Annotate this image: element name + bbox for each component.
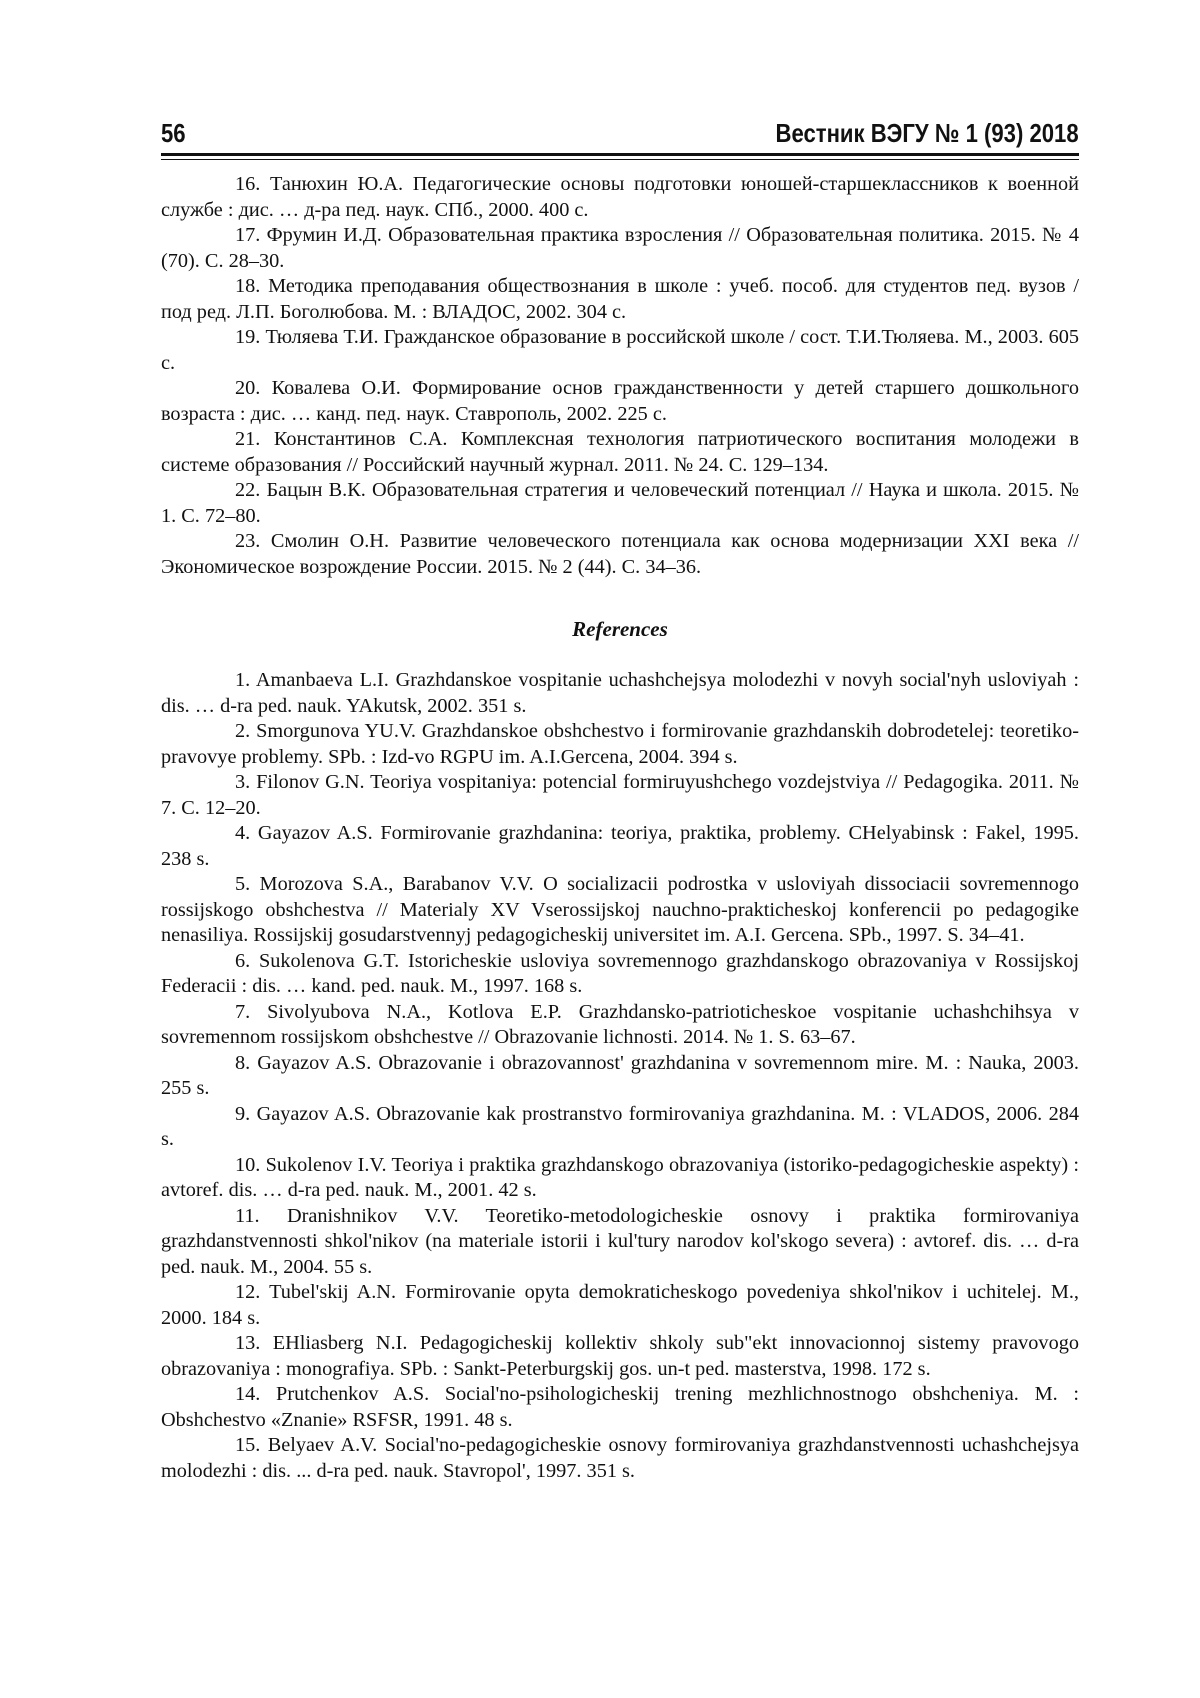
header-rule-thin — [161, 159, 1079, 160]
references-heading: References — [572, 617, 668, 641]
reference-item: 4. Gayazov A.S. Formirovanie grazhdanina: teoriya, praktika, problemy. CHelyabinsk : Fakel, 1995. 238 s. — [161, 822, 1079, 870]
reference-item: 14. Prutchenkov A.S. Social'no-psihologicheskij trening mezhlichnostnogo obshcheniya. M. : Obshchestvo «Znanie» RSFSR, 1991. 48 s. — [161, 1383, 1079, 1431]
header-rule-thick — [161, 153, 1079, 156]
references-content — [161, 172, 1079, 1484]
reference-item: 1. Amanbaeva L.I. Grazhdanskoe vospitanie uchashchejsya molodezhi v novyh social'nyh usloviyah : dis. … d-ra ped. nauk. YAkutsk, 2002. 351 s. — [161, 669, 1079, 717]
reference-item: 3. Filonov G.N. Teoriya vospitaniya: potencial formiruyushchego vozdejstviya // Pedagogika. 2011. № 7. C. 12–20. — [161, 771, 1079, 819]
reference-item: 5. Morozova S.A., Barabanov V.V. O socializacii podrostka v usloviyah dissociacii sovremennogo rossijskogo obshchestva // Materialy XV Vserossijskoj nauchno-prakticheskoj konferencii po pedagogike nenasiliya. Rossijskij gosudarstvennyj pedagogicheskij universitet im. A.I. Gercena. SPb., 1997. S. 34–41. — [161, 873, 1079, 946]
reference-item: 8. Gayazov A.S. Obrazovanie i obrazovannost' grazhdanina v sovremennom mire. M. : Nauka, 2003. 255 s. — [161, 1051, 1079, 1099]
reference-item: 9. Gayazov A.S. Obrazovanie kak prostranstvo formirovaniya grazhdanina. M. : VLADOS, 2006. 284 s. — [161, 1102, 1079, 1150]
reference-item: 12. Tubel'skij A.N. Formirovanie opyta demokraticheskogo povedeniya shkol'nikov i uchitelej. M., 2000. 184 s. — [161, 1281, 1079, 1329]
reference-item: 10. Sukolenov I.V. Teoriya i praktika grazhdanskogo obrazovaniya (istoriko-pedagogicheskie aspekty) : avtoref. dis. … d-ra ped. nauk. M., 2001. 42 s. — [161, 1153, 1079, 1201]
reference-item: 2. Smorgunova YU.V. Grazhdanskoe obshchestvo i formirovanie grazhdanskih dobrodetelej: teoretiko-pravovye problemy. SPb. : Izd-vo RGPU im. A.I.Gercena, 2004. 394 s. — [161, 720, 1079, 768]
transliterated-reference-list — [161, 668, 1079, 1484]
reference-item: 11. Dranishnikov V.V. Teoretiko-metodologicheskie osnovy i praktika formirovaniya grazhdanstvennosti shkol'nikov (na materiale istorii i kul'tury narodov kol'skogo severa) : avtoref. dis. … d-ra ped. nauk. M., 2004. 55 s. — [161, 1204, 1079, 1278]
reference-item: 7. Sivolyubova N.A., Kotlova E.P. Grazhdansko-patrioticheskoe vospitanie uchashchihsya v sovremennom rossijskom obshchestve // Obrazovanie lichnosti. 2014. № 1. S. 63–67. — [161, 1000, 1079, 1048]
reference-item: 20. Ковалева О.И. Формирование основ гражданственности у детей старшего дошкольного возраста : дис. … канд. пед. наук. Ставрополь, 2002. 225 с. — [161, 377, 1079, 425]
reference-item: 6. Sukolenova G.T. Istoricheskie usloviya sovremennogo grazhdanskogo obrazovaniya v Rossijskoj Federacii : dis. … kand. ped. nauk. M., 1997. 168 s. — [161, 949, 1079, 997]
reference-item: 16. Танюхин Ю.А. Педагогические основы подготовки юношей-старшеклассников к военной службе : дис. … д-ра пед. наук. СПб., 2000. 400 с. — [161, 173, 1079, 221]
reference-item: 22. Бацын В.К. Образовательная стратегия и человеческий потенциал // Наука и школа. 2015. № 1. С. 72–80. — [161, 479, 1079, 527]
reference-item: 13. EHliasberg N.I. Pedagogicheskij kollektiv shkoly sub"ekt innovacionnoj sistemy pravovogo obrazovaniya : monografiya. SPb. : Sankt-Peterburgskij gos. un-t ped. masterstva, 1998. 172 s. — [161, 1332, 1079, 1380]
reference-item: 23. Смолин О.Н. Развитие человеческого потенциала как основа модернизации XXI века // Экономическое возрождение России. 2015. № 2 (44). С. 34–36. — [161, 530, 1079, 578]
journal-title: Вестник ВЭГУ № 1 (93) 2018 — [775, 118, 1079, 148]
reference-item: 15. Belyaev A.V. Social'no-pedagogicheskie osnovy formirovaniya grazhdanstvennosti uchashchejsya molodezhi : dis. ... d-ra ped. nauk. Stavropol', 1997. 351 s. — [161, 1434, 1079, 1482]
page-number: 56 — [161, 118, 186, 148]
reference-item: 21. Константинов С.А. Комплексная технология патриотического воспитания молодежи в системе образования // Российский научный журнал. 2011. № 24. С. 129–134. — [161, 428, 1079, 476]
page-header — [161, 112, 1079, 152]
reference-item: 17. Фрумин И.Д. Образовательная практика взросления // Образовательная политика. 2015. № 4 (70). С. 28–30. — [161, 224, 1079, 272]
reference-item: 18. Методика преподавания обществознания в школе : учеб. пособ. для студентов пед. вузов / под ред. Л.П. Боголюбова. М. : ВЛАДОС, 2002. 304 с. — [161, 275, 1079, 323]
reference-item: 19. Тюляева Т.И. Гражданское образование в российской школе / сост. Т.И.Тюляева. М., 2003. 605 с. — [161, 326, 1079, 374]
russian-reference-list — [161, 172, 1079, 580]
